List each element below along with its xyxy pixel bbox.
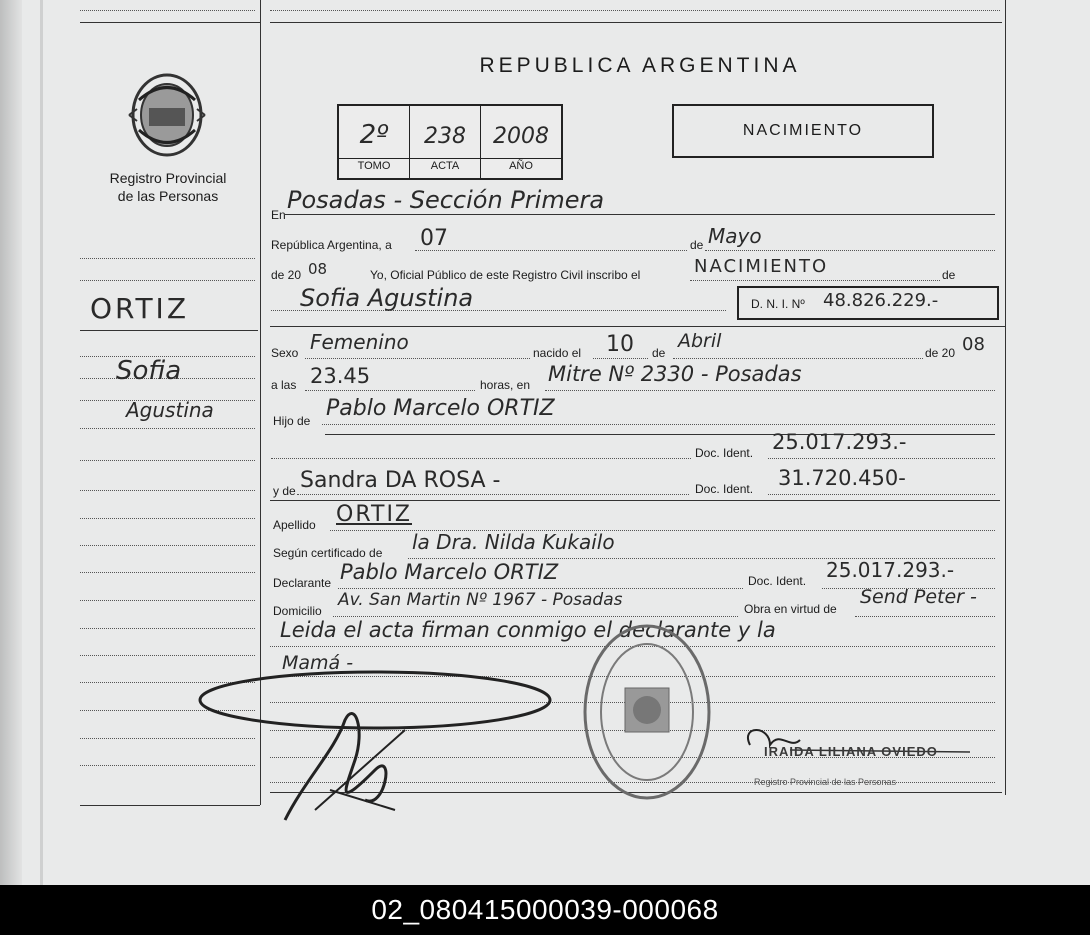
- birth-year-prefix: de 20: [925, 346, 956, 360]
- officer-org: Registro Provincial de las Personas: [754, 777, 897, 787]
- left-column-top-border: [80, 22, 260, 23]
- obra-value: Send Peter -: [860, 586, 977, 608]
- domicilio-label: Domicilio: [273, 604, 322, 618]
- top-dotted-left: [80, 10, 255, 11]
- republica-label: República Argentina, a: [271, 238, 392, 252]
- inscribe-text: Yo, Oficial Público de este Registro Civil inscribo el: [370, 268, 641, 282]
- en-label: En: [271, 208, 286, 222]
- en-value: Posadas - Sección Primera: [287, 186, 605, 214]
- year-prefix-label: de 20: [271, 268, 302, 282]
- sexo-label: Sexo: [271, 346, 299, 360]
- birth-year-suffix: 08: [962, 334, 985, 355]
- certificate-type-box: [672, 104, 934, 158]
- de-label: de: [690, 238, 704, 252]
- country-title: REPUBLICA ARGENTINA: [479, 54, 801, 77]
- month-value: Mayo: [708, 224, 762, 248]
- birth-month: Abril: [678, 330, 722, 352]
- obra-label: Obra en virtud de: [744, 602, 837, 616]
- birth-place: Mitre Nº 2330 - Posadas: [548, 362, 802, 386]
- birth-time: 23.45: [310, 364, 371, 388]
- tomo-label: TOMO: [357, 160, 391, 172]
- year-suffix: 08: [308, 260, 328, 278]
- registry-name-line2: de las Personas: [117, 188, 219, 204]
- declarante-value: Pablo Marcelo ORTIZ: [340, 560, 559, 584]
- apellido-label: Apellido: [273, 518, 316, 532]
- dni-box: [737, 286, 999, 320]
- registry-name-line1: Registro Provincial: [109, 170, 227, 186]
- horas-label: horas, en: [480, 378, 531, 392]
- file-id-bar: [0, 885, 1090, 935]
- acta-value: 238: [424, 124, 466, 149]
- official-stamp: [580, 620, 715, 805]
- file-id: 02_080415000039-000068: [371, 894, 719, 925]
- margin-given-name-1: Sofia: [116, 356, 182, 386]
- hijo-label: Hijo de: [273, 414, 311, 428]
- yde-label: y de: [273, 484, 296, 498]
- de-label-3: de: [652, 346, 666, 360]
- margin-surname: ORTIZ: [90, 292, 189, 325]
- day-value: 07: [420, 226, 448, 251]
- anio-value: 2008: [493, 124, 549, 149]
- declarante-doc-label: Doc. Ident.: [748, 574, 807, 588]
- apellido-value: ORTIZ: [336, 502, 412, 527]
- certificate-type: NACIMIENTO: [742, 122, 864, 139]
- segun-label: Según certificado de: [273, 546, 383, 560]
- father-doc-label: Doc. Ident.: [695, 446, 754, 460]
- declarante-label: Declarante: [273, 576, 332, 590]
- anio-label: AÑO: [509, 160, 533, 172]
- nacido-label: nacido el: [533, 346, 582, 360]
- name-value: Sofia Agustina: [300, 284, 474, 312]
- provincial-seal-icon: [124, 70, 210, 160]
- inscribe-value: NACIMIENTO: [694, 256, 829, 277]
- tomo-value: 2º: [359, 120, 389, 150]
- declarante-doc: 25.017.293.-: [826, 558, 955, 582]
- top-dotted-main: [270, 10, 1000, 11]
- closing-line-1: Leida el acta firman conmigo el declarante y la: [280, 618, 776, 642]
- father-doc: 25.017.293.-: [772, 430, 907, 454]
- record-box: [337, 104, 563, 180]
- alas-label: a las: [271, 378, 297, 392]
- father-name: Pablo Marcelo ORTIZ: [326, 396, 555, 421]
- mother-name: Sandra DA ROSA -: [300, 468, 501, 493]
- dni-label: D. N. I. Nº: [751, 297, 805, 311]
- binding-line: [40, 0, 43, 885]
- acta-label: ACTA: [430, 160, 460, 172]
- birth-day: 10: [606, 332, 634, 357]
- main-column-top-border: [270, 22, 1002, 23]
- declarant-signature: [195, 660, 555, 830]
- de-label-2: de: [942, 268, 956, 282]
- binding-edge: [0, 0, 22, 885]
- main-column-right-border: [1005, 0, 1006, 795]
- segun-value: la Dra. Nilda Kukailo: [412, 530, 615, 554]
- margin-given-name-2: Agustina: [126, 398, 214, 422]
- mother-doc-label: Doc. Ident.: [695, 482, 754, 496]
- officer-name: IRAIDA LILIANA OVIEDO: [764, 744, 938, 759]
- mother-doc: 31.720.450-: [778, 466, 906, 490]
- dni-value: 48.826.229.-: [823, 290, 939, 311]
- closing-line-2: Mamá -: [282, 652, 354, 674]
- domicilio-value: Av. San Martin Nº 1967 - Posadas: [338, 590, 623, 610]
- sexo-value: Femenino: [310, 330, 409, 354]
